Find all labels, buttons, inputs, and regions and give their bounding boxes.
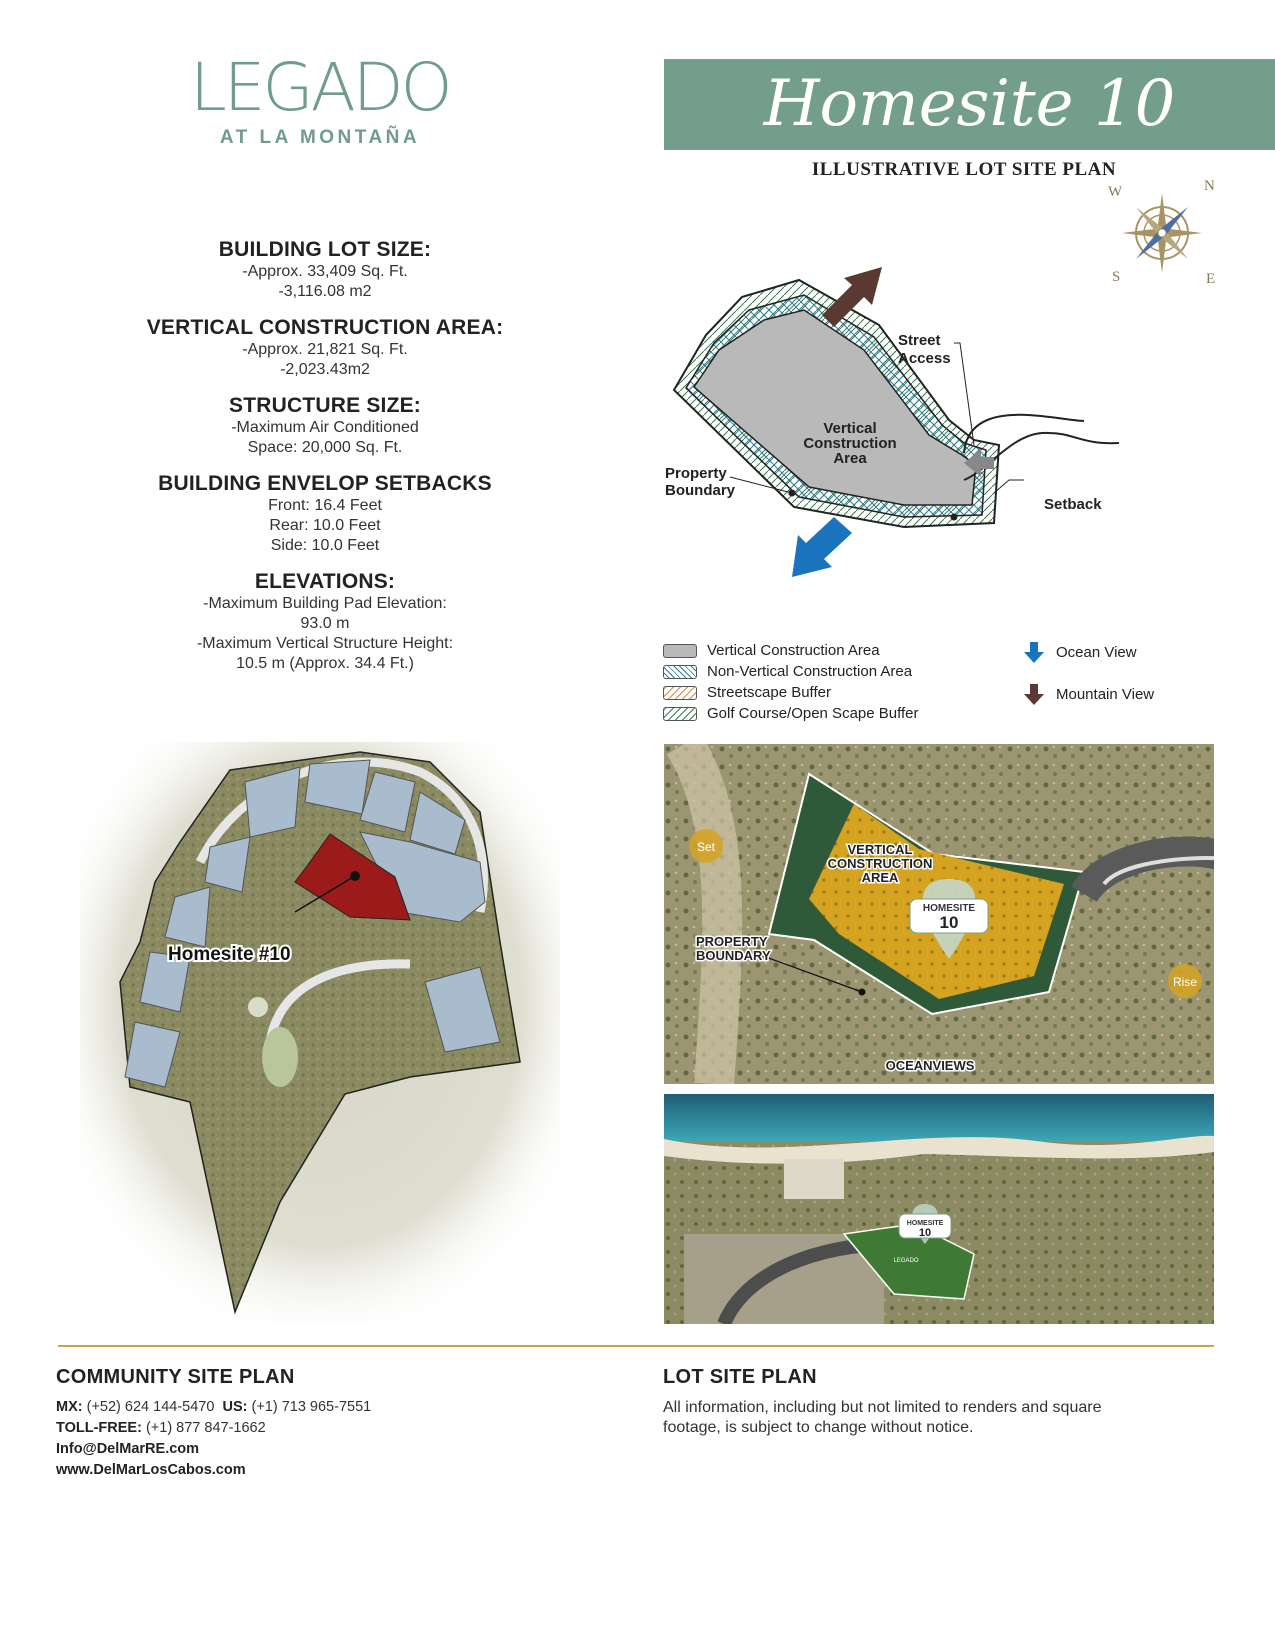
logo-subtitle: AT LA MONTAÑA: [219, 127, 421, 148]
lot-site-plan-diagram: [664, 255, 1134, 590]
community-site-map: [80, 742, 560, 1322]
oblique-pin-label: HOMESITE: [906, 1220, 944, 1227]
spec-heading: STRUCTURE SIZE:: [229, 394, 421, 417]
spec-line: -Maximum Building Pad Elevation:: [203, 595, 447, 612]
disclaimer-line: footage, is subject to change without notice.: [663, 1419, 974, 1436]
compass-s: S: [1112, 269, 1121, 285]
spec-line: -Approx. 33,409 Sq. Ft.: [242, 263, 408, 280]
legend-item-non-vertical: [663, 661, 919, 682]
spec-line: Front: 16.4 Feet: [268, 497, 382, 514]
setback-label: Setback: [1044, 496, 1102, 513]
mx-phone[interactable]: (+52) 624 144-5470: [86, 1399, 215, 1415]
vertical-area-label: Construction: [803, 435, 897, 452]
spec-heading: VERTICAL CONSTRUCTION AREA:: [146, 316, 504, 339]
swatch: [663, 644, 697, 658]
legend-label: Non-Vertical Construction Area: [707, 663, 913, 680]
spec-line: -Maximum Vertical Structure Height:: [196, 635, 454, 652]
tollfree-phone[interactable]: (+1) 877 847-1662: [145, 1420, 266, 1436]
legend-label: Ocean View: [1056, 643, 1137, 661]
legend-item-vertical: [663, 640, 919, 661]
legend-item-streetscape: [663, 682, 919, 703]
legend-ocean-view: [1022, 640, 1137, 664]
spec-elevations: [120, 570, 530, 674]
spec-line: -Maximum Air Conditioned: [231, 419, 419, 436]
spec-lot-size: [120, 238, 530, 302]
spec-line: Space: 20,000 Sq. Ft.: [247, 439, 403, 456]
spec-line: 10.5 m (Approx. 34.4 Ft.): [236, 655, 414, 672]
spec-line: -3,116.08 m2: [278, 283, 372, 300]
aerial-top-view: [664, 744, 1214, 1084]
street-access-label: Access: [898, 350, 951, 367]
aerial-pin-number: 10: [939, 913, 959, 932]
logo-wordmark: LEGADO: [190, 49, 450, 126]
legend-label: Golf Course/Open Scape Buffer: [707, 705, 919, 722]
aerial-vertical-label: VERTICAL: [847, 842, 913, 857]
lot-site-plan-heading: LOT SITE PLAN: [663, 1366, 817, 1388]
spec-setbacks: [120, 472, 530, 556]
swatch: [663, 686, 697, 700]
email-link[interactable]: Info@DelMarRE.com: [56, 1441, 200, 1457]
vertical-area-label: Area: [833, 450, 867, 467]
aerial-boundary-label: BOUNDARY: [696, 948, 771, 963]
property-boundary-label: Boundary: [665, 482, 736, 499]
aerial-vertical-label: AREA: [861, 870, 899, 885]
disclaimer: [663, 1398, 1101, 1438]
oceanviews-label: OCEANVIEWS: [885, 1058, 975, 1073]
compass-w: W: [1108, 184, 1123, 200]
legend-label: Streetscape Buffer: [707, 684, 831, 701]
sunset-label: Set: [696, 840, 716, 854]
phone-line: [56, 1397, 371, 1418]
spec-heading: BUILDING LOT SIZE:: [218, 238, 432, 261]
aerial-oblique-view: [664, 1094, 1214, 1324]
spec-vertical-area: [120, 316, 530, 380]
compass-e: E: [1206, 271, 1216, 287]
community-site-plan-heading: COMMUNITY SITE PLAN: [56, 1366, 295, 1388]
homesite-map-label: Homesite #10: [168, 944, 291, 965]
legend-item-golf: [663, 703, 919, 724]
footer-divider: [58, 1345, 1214, 1347]
street-access-label: Street: [898, 332, 941, 349]
spec-heading: BUILDING ENVELOP SETBACKS: [158, 472, 492, 495]
sunrise-label: Rise: [1172, 975, 1198, 989]
spec-line: Rear: 10.0 Feet: [269, 517, 381, 534]
legend-label: Vertical Construction Area: [707, 642, 880, 659]
plan-caption: ILLUSTRATIVE LOT SITE PLAN: [811, 159, 1117, 180]
lot-specifications: [120, 238, 530, 688]
oblique-pin-number: 10: [918, 1227, 932, 1239]
vertical-area-label: Vertical: [823, 420, 877, 437]
spec-heading: ELEVATIONS:: [254, 570, 396, 593]
spec-line: -Approx. 21,821 Sq. Ft.: [242, 341, 408, 358]
us-label: US:: [222, 1399, 248, 1415]
website-link[interactable]: www.DelMarLosCabos.com: [56, 1462, 246, 1478]
mx-label: MX:: [56, 1399, 83, 1415]
aerial-vertical-label: CONSTRUCTION: [827, 856, 933, 871]
legend-label: Mountain View: [1056, 685, 1155, 703]
oblique-watermark: LEGADO: [893, 1258, 919, 1264]
aerial-pin-label: HOMESITE: [922, 903, 976, 914]
property-boundary-label: Property: [665, 465, 727, 482]
swatch: [663, 707, 697, 721]
disclaimer-line: All information, including but not limited to renders and square: [663, 1399, 1102, 1416]
compass-n: N: [1204, 178, 1215, 194]
spec-line: -2,023.43m2: [280, 361, 370, 378]
tollfree-label: TOLL-FREE:: [56, 1420, 142, 1436]
page-title: Homesite 10: [763, 67, 1176, 141]
mountain-view-arrow-icon: [1022, 682, 1046, 706]
spec-line: 93.0 m: [300, 615, 350, 632]
swatch: [663, 665, 697, 679]
legend: [663, 640, 919, 724]
ocean-view-arrow-icon: [1022, 640, 1046, 664]
spec-line: Side: 10.0 Feet: [270, 537, 380, 554]
legend-mountain-view: [1022, 682, 1154, 706]
spec-structure-size: [120, 394, 530, 458]
tollfree-line: [56, 1418, 266, 1439]
us-phone[interactable]: (+1) 713 965-7551: [251, 1399, 372, 1415]
aerial-boundary-label: PROPERTY: [696, 934, 768, 949]
